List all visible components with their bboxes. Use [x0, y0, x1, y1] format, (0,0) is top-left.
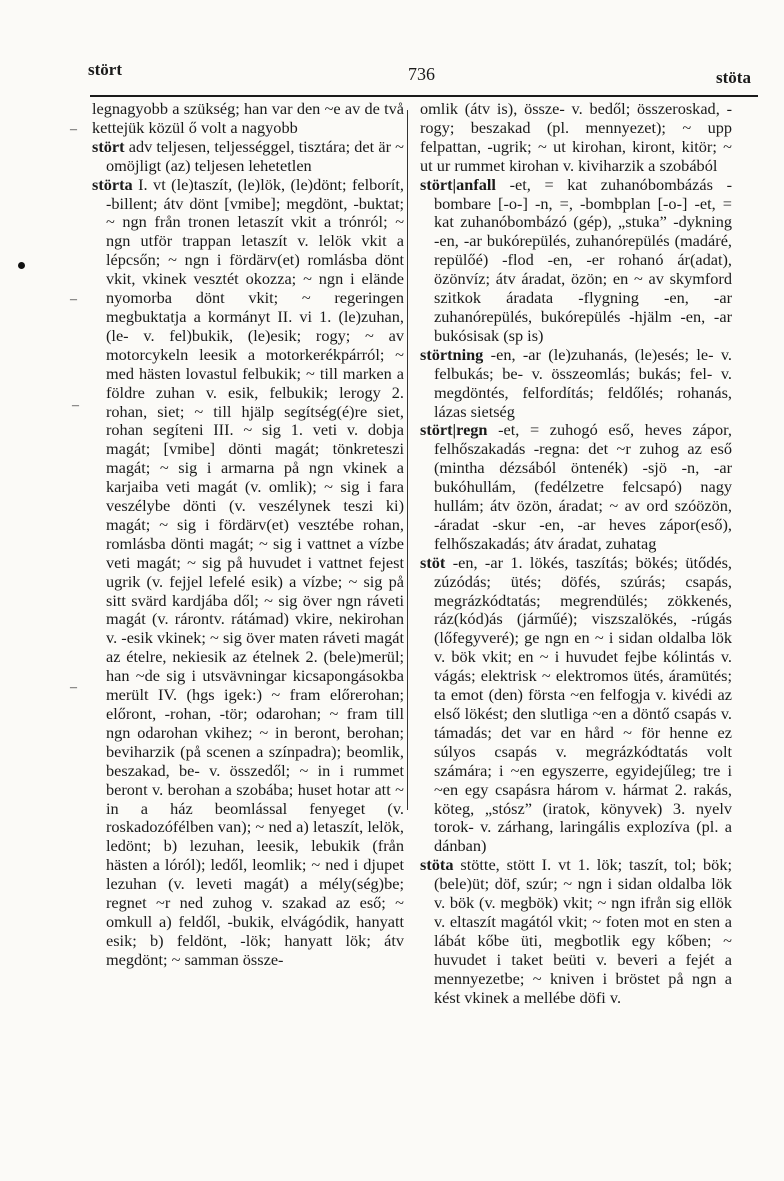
- dictionary-entry: [420, 856, 732, 1007]
- entry-continuation: [92, 100, 404, 138]
- margin-dash: –: [70, 680, 77, 695]
- dictionary-entry: [92, 138, 404, 176]
- margin-dash: –: [70, 292, 77, 307]
- right-guide-word: stöta: [716, 68, 751, 87]
- page-header: [0, 52, 784, 88]
- margin-dot: [18, 262, 25, 269]
- dictionary-entry: [420, 421, 732, 553]
- entry-text: -en, -ar 1. lökés, taszítás; bökés; ütődés, zúzódás; ütés; döfés, szúrás; csapás, megrázkódtatás; megrendülés; zökkenés, ráz(kód)ás (járműé); viszszalökés, -rúgás (lőfegyveré); ge ngn en ~ i sidan oldalba lök v. bök vkit; en ~ i huvudet fejbe kólintás v. vágás; elektrisk ~ elektromos ütés, áramütés; ta emot (den) första ~en felfogja v. kivédi az első lökést; den slutliga ~en a döntő csapás v. támadás; det var en hård ~ för henne ez súlyos csapás v. megrázkódtatás volt számára; i ~en egyszerre, egyidejűleg; tre i ~en egy csapásra három v. hármat 2. rakás, köteg, „stósz” (iratok, könyvek) 3. nyelv torok- v. zárhang, laringális explozíva (pl. a dánban): [434, 552, 732, 856]
- entry-headword: stöta: [420, 855, 454, 875]
- page-number: 736: [408, 64, 435, 84]
- margin-dash: –: [72, 398, 79, 413]
- left-guide-word: stört: [88, 60, 122, 79]
- entry-continuation: [420, 100, 732, 176]
- entry-text: adv teljesen, teljességgel, tisztára; det är ~ omöjligt (az) teljesen lehetetlen: [106, 136, 404, 175]
- dictionary-entry: [420, 176, 732, 346]
- entry-text: stötte, stött I. vt 1. lök; taszít, tol; bök; (bele)üt; döf, szúr; ~ ngn i sidan oldalba lök v. bök (v. megbök) vkit; ~ ngn ifrån sig ellök v. eltaszít magától vkit; ~ foten mot en sten a lábát kőbe üti, megbotlik egy kőben; ~ huvudet i taket beüti v. beveri a fejét a mennyezetbe; ~ kniven i bröstet på ngn a kést vkinek a mellébe döfi v.: [434, 855, 732, 1007]
- margin-dash: –: [70, 122, 77, 137]
- entry-headword: störta: [92, 174, 133, 194]
- entry-text: legnagyobb a szükség; han var den ~e av de två kettejük közül ő volt a nagyobb: [92, 99, 404, 137]
- entry-headword: stört|regn: [420, 420, 488, 440]
- dictionary-entry: [420, 554, 732, 857]
- entry-headword: störtning: [420, 344, 484, 364]
- entry-headword: stört: [92, 136, 125, 156]
- left-column: [92, 100, 404, 970]
- dictionary-entry: [420, 346, 732, 422]
- dictionary-entry: [92, 176, 404, 970]
- entry-text: omlik (átv is), össze- v. bedől; összeroskad, -rogy; beszakad (pl. mennyezet); ~ upp felpattan, -ugrik; ~ ut kirohan, kiront, kitör; ~ ut ur rummet kirohan v. kiviharzik a szobából: [420, 99, 732, 175]
- right-column: [420, 100, 732, 1008]
- entry-text: -et, = zuhogó eső, heves zápor, felhőszakadás -regna: det ~r zuhog az eső (mintha dézsából öntenék) -sjö -n, -ar bukóhullám, (fedélzetre felcsapó) nagy hullám; átv özön, áradat; ~ av ord szóözön, -áradat -skur -en, -ar heves zápor(eső), felhőszakadás; átv áradat, zuhatag: [434, 420, 732, 553]
- entry-headword: stöt: [420, 552, 446, 572]
- entry-text: -en, -ar (le)zuhanás, (le)esés; le- v. felbukás; be- v. összeomlás; bukás; fel- v. megdöntés, felfordítás; feldőlés; rohanás, lázas sietség: [434, 344, 732, 421]
- entry-text: I. vt (le)taszít, (le)lök, (le)dönt; felborít, -billent; átv dönt [vmibe]; megdönt, -buktat; ~ ngn från tronen letaszít vkit a trónról; ~ ngn utför trappan letaszít v. lelök vkit a lépcsőn; ~ ngn i fördärv(et) romlásba dönt vkit, vkinek vesztét okozza; ~ ngn i elände nyomorba dönt vkit; ~ regeringen megbuktatja a kormányt II. vi 1. (le)zuhan, (le- v. fel)bukik, (le)esik; rogy; ~ av motorcykeln leesik a motorkerékpárról; ~ med hästen lovastul felbukik; ~ till marken a földre zuhan v. esik, felbukik; lerogy 2. rohan, siet; ~ till hjälp segítség(é)re siet, rohan segíteni III. ~ sig 1. veti v. dobja magát; [vmibe] dönti magát; tönkreteszi magát; ~ sig i armarna på ngn vkinek a karjaiba veti magát (v. omlik); ~ sig i fara veszélybe dönti (v. veszélynek teszi ki) magát; ~ sig i fördärv(et) vesztébe rohan, romlásba dönti magát; ~ sig i vattnet a vízbe veti magát; ~ sig på huvudet i vattnet fejest ugrik (v. fejjel lefelé esik) a vízbe; ~ sig på sitt svärd kardjába dől; ~ sig över ngn ráveti magát (v. rárontv. rátámad) vkire, nekirohan v. -esik vkinek; ~ sig över maten ráveti magát az ételre, nekiesik az ételnek 2. (bele)merül; han ~de sig i utsvävningar kicsapongásokba merült IV. (hgs igek:) ~ fram előrerohan; előront, -rohan, -tör; odarohan; ~ fram till ngn odarohan vkihez; ~ in beront, berohan; beviharzik (på scenen a színpadra); beomlik, beszakad, be- v. összedől; ~ in i rummet beront v. berohan a szobába; huset hotar att ~ in a ház beomlással fenyeget (v. roskadozófélben van); ~ ned a) letaszít, lelök, ledönt; b) lezuhan, leesik, lebukik (från hästen a lóról); ledől, leomlik; ~ ned i djupet lezuhan (v. leveti magát) a mély(ség)be; regnet ~r ned zuhog v. szakad az eső; ~ omkull a) feldől, -bukik, elvágódik, hanyatt esik; b) feldönt, -lök; hanyatt lök; átv megdönt; ~ samman össze-: [106, 174, 404, 969]
- entry-headword: stört|anfall: [420, 174, 496, 194]
- column-divider: [407, 110, 408, 810]
- header-rule: [90, 95, 758, 97]
- entry-text: -et, = kat zuhanóbombázás -bombare [-o-] -n, =, -bombplan [-o-] -et, = kat zuhanóbombázó (gép), „stuka” -dykning -en, -ar bukórepülés, zuhanórepülés (madáré, repülőé) -flod -en, -er rohanó ár(adat), özönvíz; átv áradat, özön; en ~ av skymford szitkok áradata -flygning -en, -ar zuhanórepülés, bukórepülés -hjälm -en, -ar bukósisak (sp is): [434, 174, 732, 345]
